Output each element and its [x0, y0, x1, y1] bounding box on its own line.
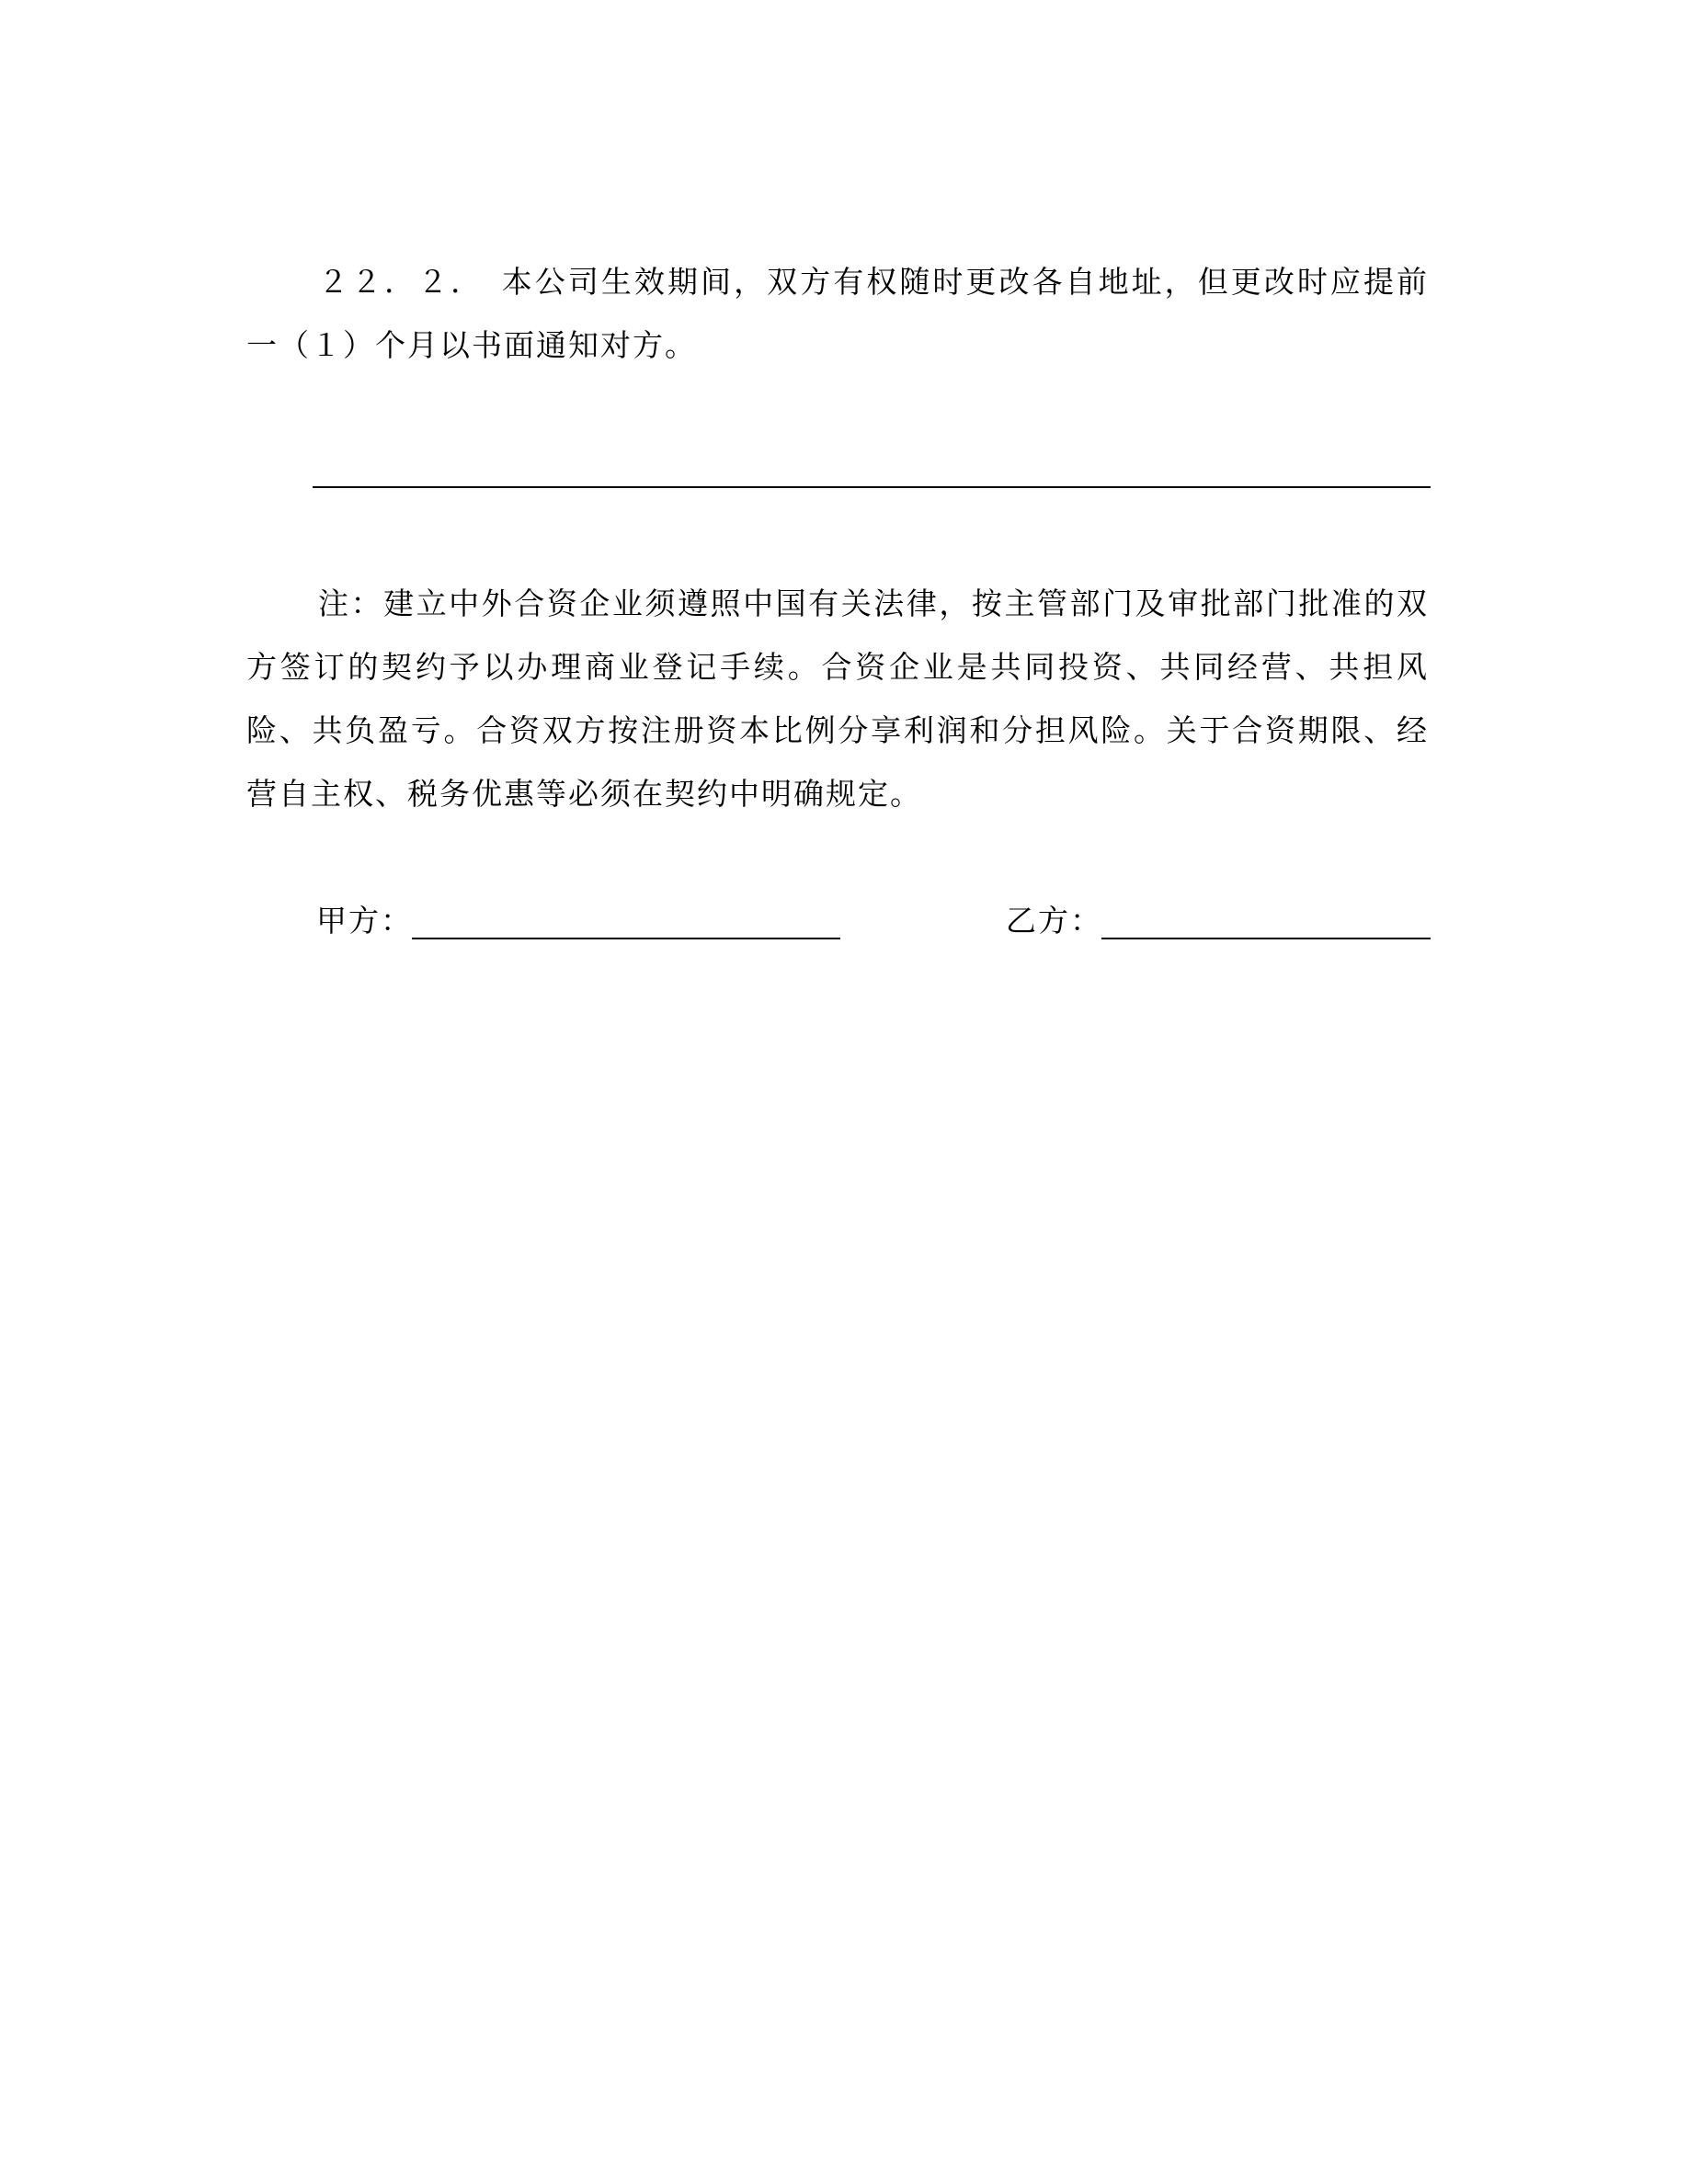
clause-22-2-paragraph: ２２．２． 本公司生效期间，双方有权随时更改各自地址，但更改时应提前一（１）个月以书面通知对方。	[246, 264, 1429, 363]
party-a-label: 甲方：	[316, 903, 413, 938]
party-b-signature-line	[1101, 938, 1431, 939]
note-paragraph: 注：建立中外合资企业须遵照中国有关法律，按主管部门及审批部门批准的双方签订的契约予以办理商业登记手续。合资企业是共同投资、共同经营、共担风险、共负盈亏。合资双方按注册资本比例分享利润和分担风险。关于合资期限、经营自主权、税务优惠等必须在契约中明确规定。	[246, 586, 1429, 812]
party-b-label: 乙方：	[1006, 903, 1102, 938]
section-divider	[313, 486, 1431, 488]
party-a-signature-line	[412, 938, 840, 939]
